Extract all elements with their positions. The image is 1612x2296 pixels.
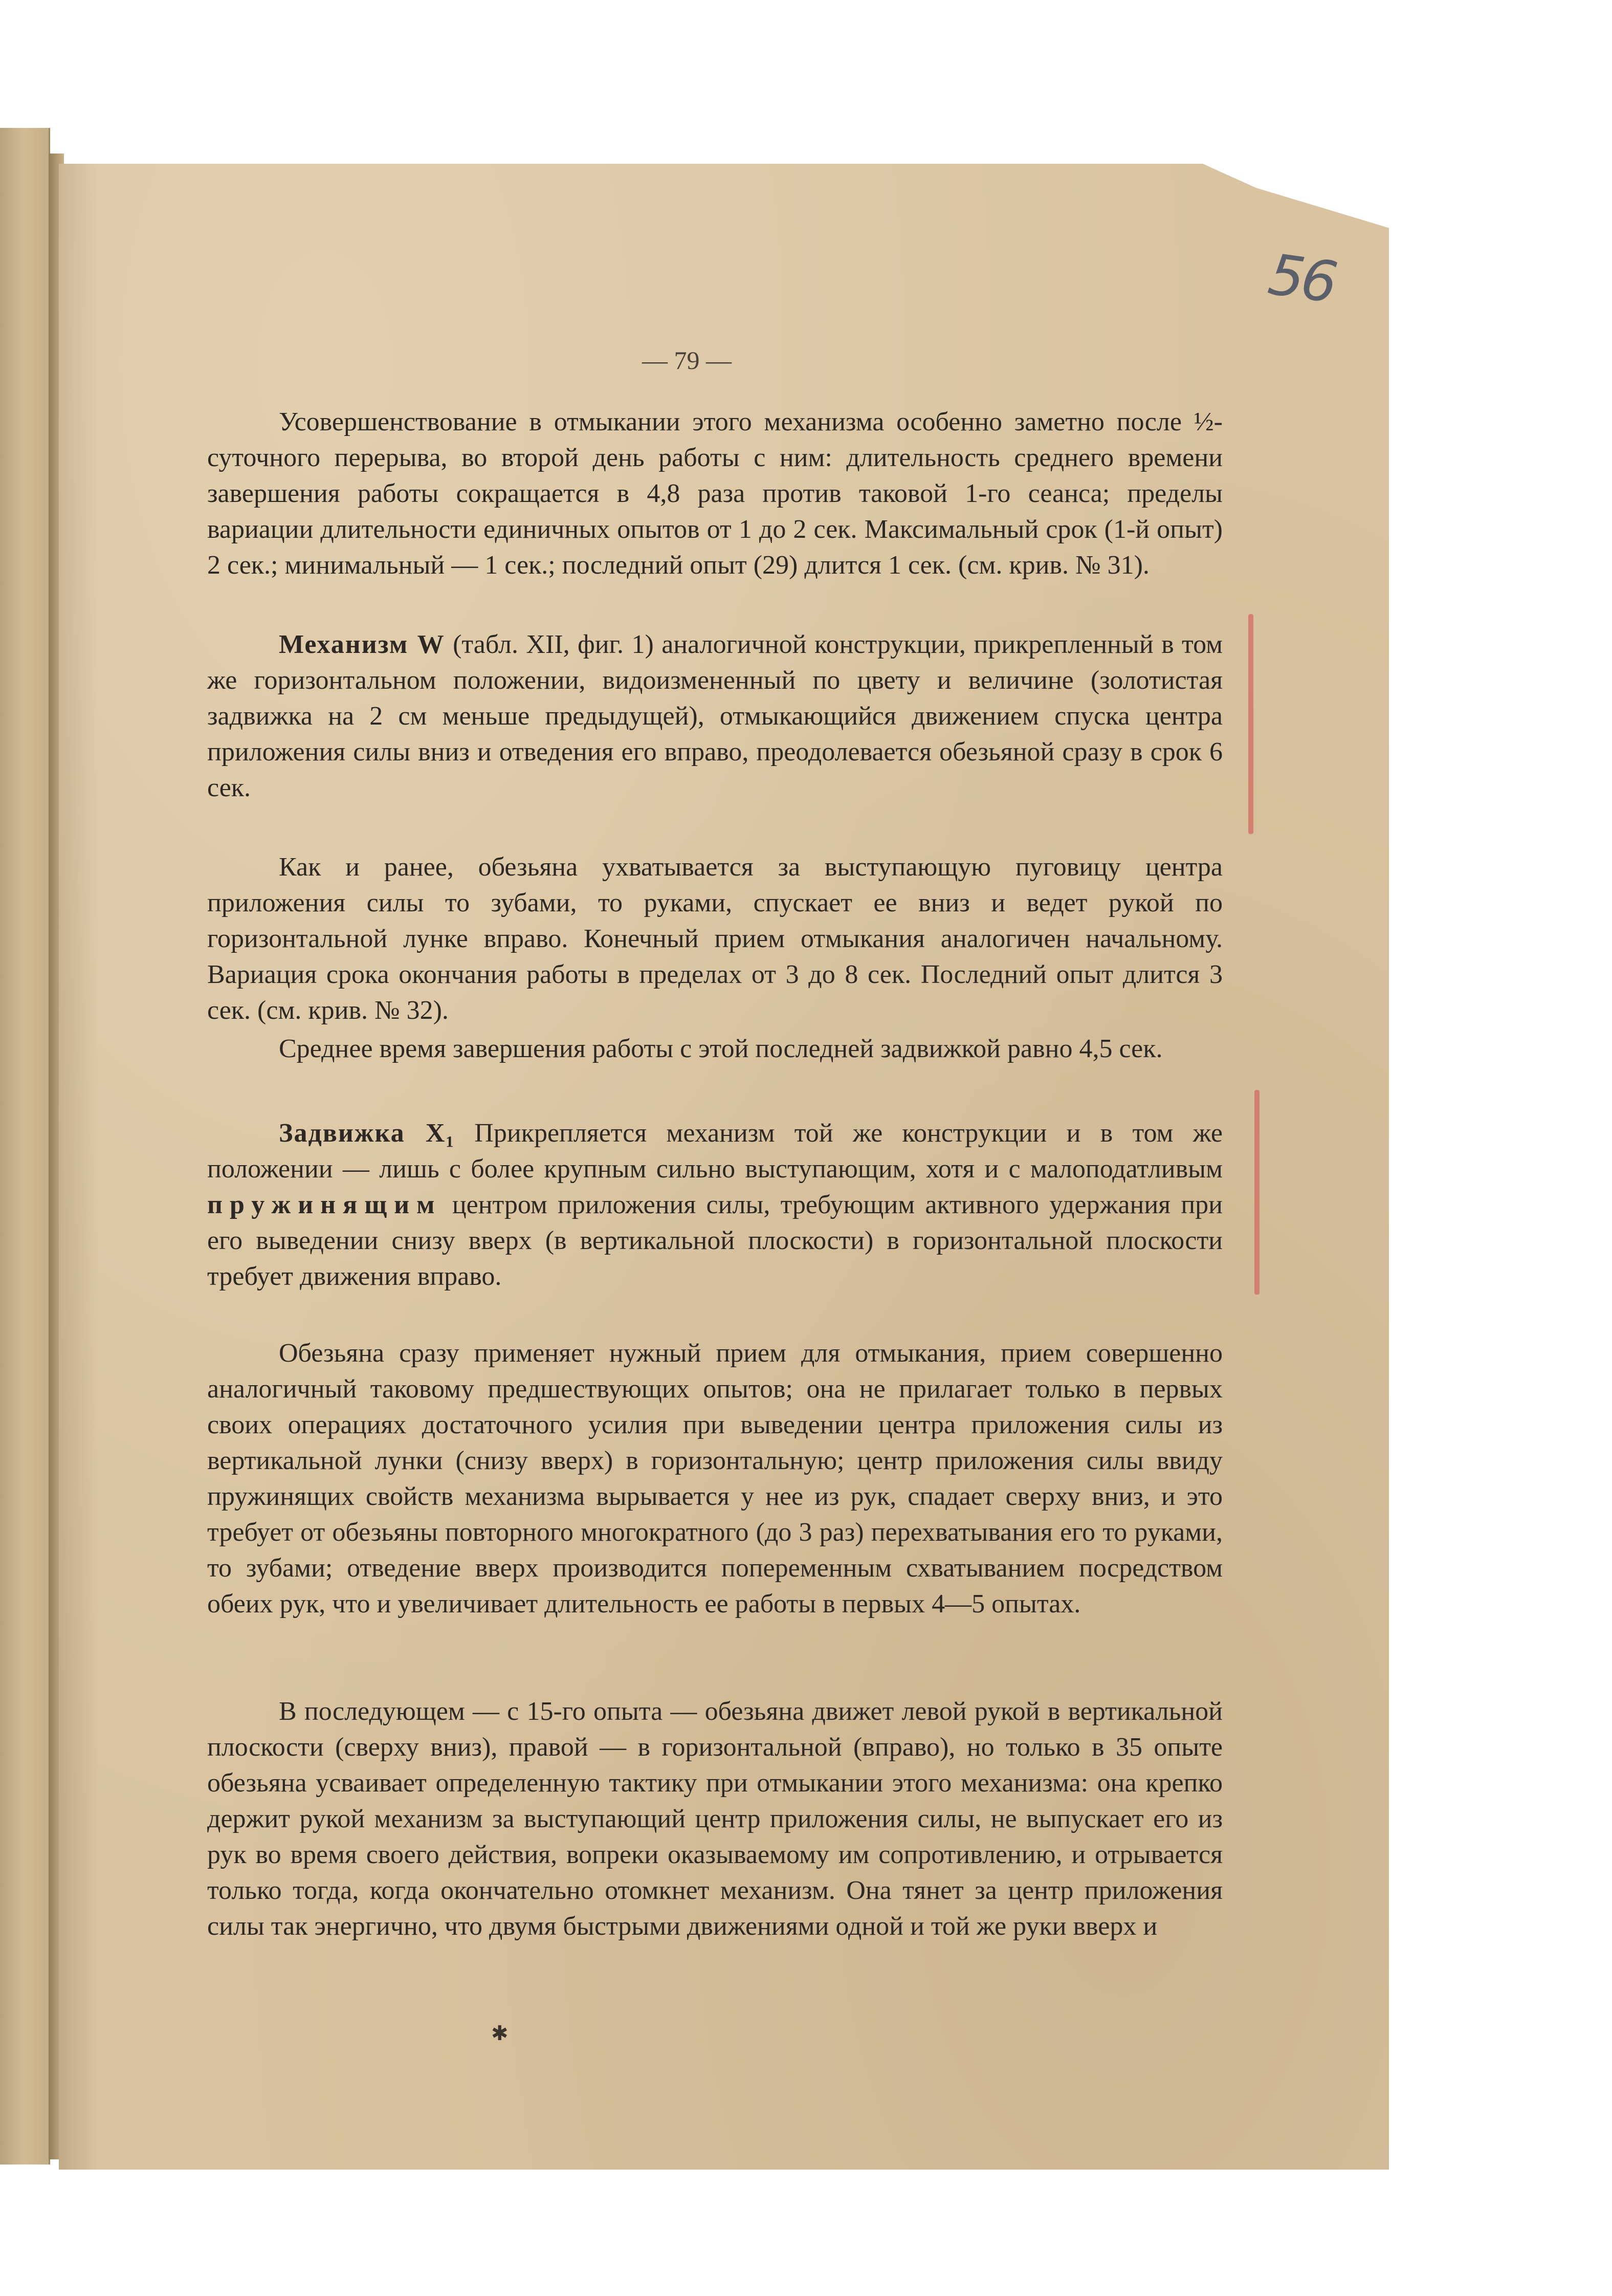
margin-red-mark — [1254, 1090, 1260, 1295]
lead-term: Механизм W — [279, 630, 445, 659]
footer-mark: ✱ — [491, 2022, 509, 2045]
paragraph-text: Усовершенствование в отмыкании этого механизма особенно заметно после ½-суточного перерыва, во второй день работы с ним: длительность среднего времени завершения работы сокращается в 4,8 раза против таковой 1-го сеанса; пределы вариации длительности единичных опытов от 1 до 2 сек. Максимальный срок (1-й опыт) 2 сек.; минимальный — 1 сек.; последний опыт (29) длится 1 сек. (см. крив. № 31). — [207, 407, 1223, 580]
paragraph-text: В последующем — с 15-го опыта — обезьяна движет левой рукой в вертикальной плоскости (сверху вниз), правой — в горизонтальной (вправо), но только в 35 опыте обезьяна усваивает определенную тактику при отмыкании этого механизма: она крепко держит рукой механизм за выступающий центр приложения силы, не выпускает его из рук во время своего действия, вопреки оказываемому им сопротивлению, и отрывается только тогда, когда окончательно отомкнет механизм. Она тянет за центр приложения силы так энергично, что двумя быстрыми движениями одной и той же руки вверх и — [207, 1697, 1223, 1941]
paragraph-4 — [207, 1031, 1223, 1067]
page-number: — 79 — — [642, 346, 732, 375]
paragraph-3 — [207, 849, 1223, 1029]
lead-term: Задвижка X₁ — [279, 1119, 455, 1148]
paragraph-6 — [207, 1336, 1223, 1622]
left-page-edge — [0, 128, 50, 2164]
paragraph-body: Прикрепляется механизм той же конструкции и в том же положении — лишь с более крупным сильно выступающим, хотя и с малоподатливым — [207, 1119, 1223, 1184]
paragraph-body: (табл. XII, фиг. 1) аналогичной конструкции, прикрепленный в том же горизонтальном положении, видоизмененный по цвету и величине (золотистая задвижка на 2 см меньше предыдущей), отмыкающийся движением спуска центра приложения силы вниз и отведения его вправо, преодолевается обезьяной сразу в срок 6 сек. — [207, 630, 1223, 802]
paragraph-body: центром приложения силы, требующим активного удержания при его выведении снизу вверх (в вертикальной плоскости) в горизонтальной плоскости требует движения вправо. — [207, 1190, 1223, 1291]
paragraph-7 — [207, 1694, 1223, 1944]
paragraph-text: Обезьяна сразу применяет нужный прием для отмыкания, прием совершенно аналогичный таковому предшествующих опытов; она не прилагает только в первых своих операциях достаточного усилия при выведении центра приложения силы из вертикальной лунки (снизу вверх) в горизонтальную; центр приложения силы ввиду пружинящих свойств механизма вырывается у нее из рук, спадает сверху вниз, и это требует от обезьяны повторного многократного (до 3 раз) перехватывания его то руками, то зубами; отведение вверх производится попеременным схватыванием посредством обеих рук, что и увеличивает длительность ее работы в первых 4—5 опытах. — [207, 1339, 1223, 1619]
paragraph-text — [207, 1116, 1223, 1295]
handwritten-annotation: 56 — [1264, 241, 1339, 316]
emphasized-word: пружинящим — [207, 1190, 442, 1219]
paragraph-1 — [207, 404, 1223, 583]
paragraph-text: Среднее время завершения работы с этой последней задвижкой равно 4,5 сек. — [279, 1034, 1163, 1063]
paragraph-text — [207, 627, 1223, 806]
paragraph-text: Как и ранее, обезьяна ухватывается за выступающую пуговицу центра приложения силы то зубами, то руками, спускает ее вниз и ведет рукой по горизонтальной лунке вправо. Конечный прием отмыкания аналогичен начальному. Вариация срока окончания работы в пределах от 3 до 8 сек. Последний опыт длится 3 сек. (см. крив. № 32). — [207, 852, 1223, 1025]
paragraph-2 — [207, 627, 1223, 806]
paragraph-5 — [207, 1116, 1223, 1295]
margin-red-mark — [1248, 614, 1253, 834]
